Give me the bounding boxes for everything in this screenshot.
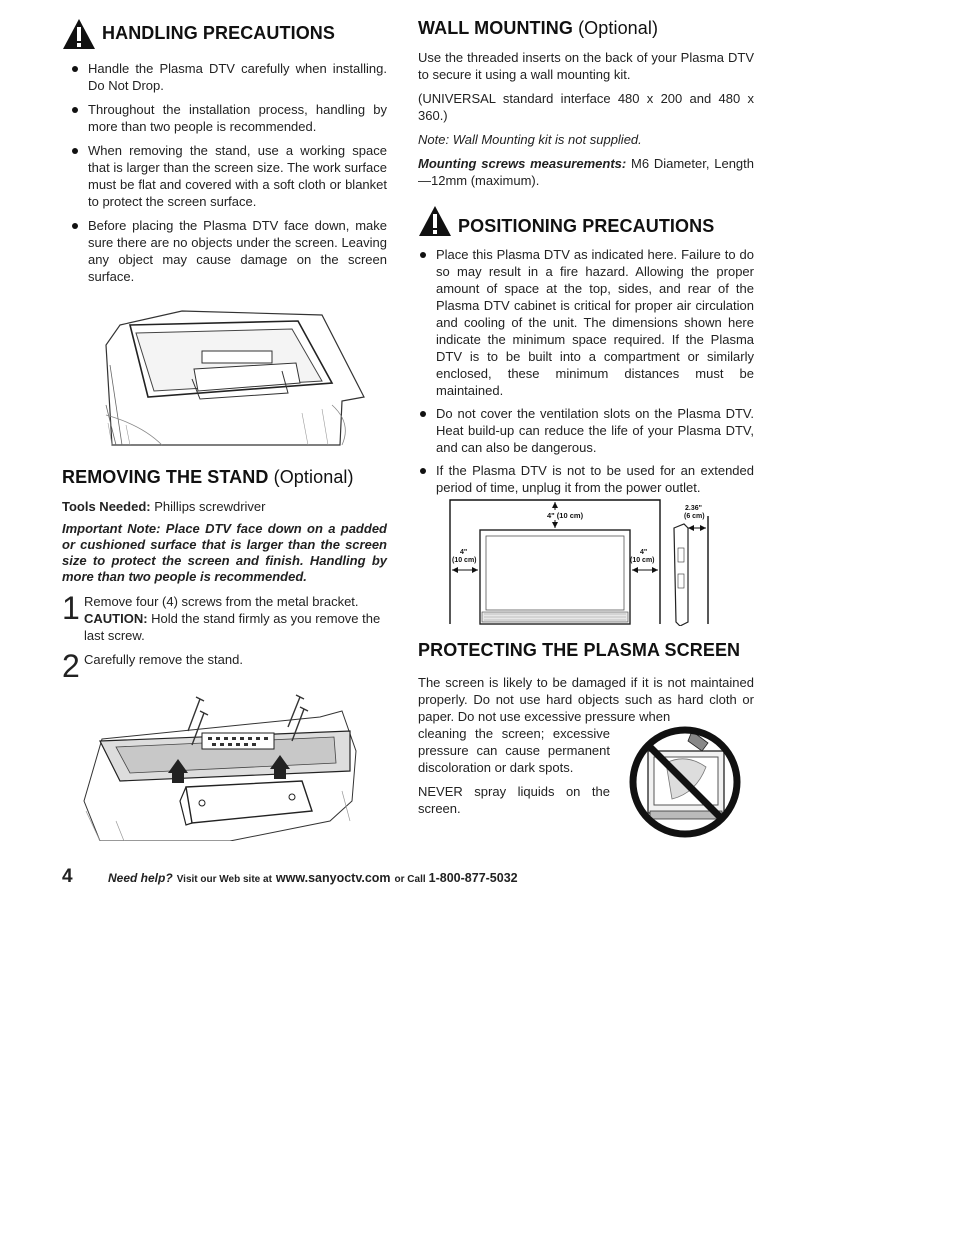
protecting-text — [418, 725, 610, 841]
wall-mounting-title: WALL MOUNTING (Optional) — [418, 18, 659, 38]
handling-list — [62, 60, 387, 285]
step-number: 1 — [62, 590, 80, 626]
wall-note: Note: Wall Mounting kit is not supplied. — [418, 132, 642, 147]
no-spray-icon — [626, 723, 744, 841]
list-item: When removing the stand, use a working space that is larger than the screen size. The work surface must be flat and covered with a soft cloth or blanket to protect the screen surface. — [62, 142, 387, 210]
top-clearance-label: 4" (10 cm) — [547, 511, 584, 520]
warning-icon — [62, 18, 96, 50]
protecting-p1: The screen is likely to be damaged if it is not maintained properly. Do not use hard objects such as hard cloth or paper. Do not use excessive pressure when — [418, 675, 754, 724]
positioning-header — [418, 205, 754, 237]
tools-needed: Tools Needed: Phillips screwdriver — [62, 499, 266, 514]
wall-p2: (UNIVERSAL standard interface 480 x 200 and 480 x 360.) — [418, 91, 754, 123]
left-clearance-cm: (10 cm) — [452, 557, 477, 564]
list-item: Handle the Plasma DTV carefully when installing. Do Not Drop. — [62, 60, 387, 94]
list-item: If the Plasma DTV is not to be used for an extended period of time, unplug it from the power outlet. — [410, 462, 754, 496]
left-column — [62, 18, 387, 841]
positioning-title: POSITIONING PRECAUTIONS — [458, 216, 715, 236]
right-clearance-in: 4" — [640, 549, 648, 556]
warning-icon — [418, 205, 452, 237]
positioning-section — [418, 205, 754, 626]
rear-clearance-in: 2.36" — [685, 505, 702, 512]
page-number: 4 — [62, 866, 73, 887]
important-note: Important Note: Place DTV face down on a padded or cushioned surface that is larger than the screen size to protect the screen and finish. Handling by more than two people is recommended. — [62, 521, 387, 584]
step-text: Carefully remove the stand. — [84, 652, 243, 667]
step-text: Remove four (4) screws from the metal bracket. CAUTION: Hold the stand firmly as you remove the last screw. — [84, 594, 381, 643]
list-item: Before placing the Plasma DTV face down, make sure there are no objects under the screen. Leaving any object may cause damage on the screen surface. — [62, 217, 387, 285]
protecting-title: PROTECTING THE PLASMA SCREEN — [418, 640, 741, 660]
positioning-list — [410, 246, 754, 496]
handling-title: HANDLING PRECAUTIONS — [102, 23, 336, 43]
visit-label: Visit our Web site at — [176, 874, 272, 885]
or-call-label: or Call — [394, 874, 426, 885]
phone-number[interactable]: 1-800-877-5032 — [428, 871, 518, 885]
protecting-p2: cleaning the screen; excessive pressure can cause permanent discoloration or dark spots. — [418, 726, 610, 775]
protecting-p3: NEVER spray liquids on the screen. — [418, 784, 610, 816]
wall-mounting-section — [418, 18, 754, 189]
step-2 — [62, 648, 387, 684]
list-item: Place this Plasma DTV as indicated here. Failure to do so may result in a fire hazard. Allowing the proper amount of space at the top, sides, and rear of the Plasma DTV cabinet is critical for proper air circulation and cooling of the unit. The dimensions shown here indicate the minimum space required. If the Plasma DTV is to be built into a compartment or similarly enclosed, these minimum distances must be maintained. — [410, 246, 754, 399]
protecting-body — [418, 725, 754, 841]
wall-p1: Use the threaded inserts on the back of your Plasma DTV to secure it using a wall mounting kit. — [418, 50, 754, 82]
footer — [62, 866, 518, 888]
website-link[interactable]: www.sanyoctv.com — [275, 871, 391, 885]
need-help-label: Need help? — [108, 871, 173, 885]
rear-clearance-cm: (6 cm) — [684, 513, 705, 520]
wall-screws: Mounting screws measurements: M6 Diameter, Length—12mm (maximum). — [418, 156, 754, 188]
right-clearance-cm: (10 cm) — [630, 557, 655, 564]
handling-section — [62, 18, 387, 285]
clearance-diagram — [448, 498, 748, 626]
removing-title: REMOVING THE STAND (Optional) — [62, 467, 354, 487]
handling-header — [62, 18, 387, 50]
list-item: Throughout the installation process, handling by more than two people is recommended. — [62, 101, 387, 135]
removing-section — [62, 467, 387, 684]
stand-removal-illustration — [80, 691, 380, 841]
protecting-section — [418, 640, 754, 841]
left-clearance-in: 4" — [460, 549, 468, 556]
right-column — [418, 18, 754, 841]
step-number: 2 — [62, 648, 80, 684]
list-item: Do not cover the ventilation slots on the Plasma DTV. Heat build-up can reduce the life of your Plasma DTV, and can also be dangerous. — [410, 405, 754, 456]
step-1 — [62, 590, 387, 644]
tv-face-down-illustration — [102, 305, 372, 455]
